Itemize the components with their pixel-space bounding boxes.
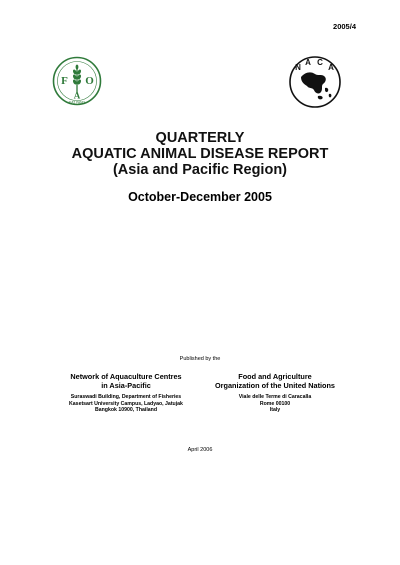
naca-letter-a1: A [305,58,311,67]
naca-letter-n: N [295,63,301,72]
address-line-3: Bangkok 10900, Thailand [95,407,157,414]
fao-letter-a: A [73,90,81,101]
publisher-address [46,394,206,414]
fao-logo [52,56,102,106]
fao-motto: FIAT PANIS [68,100,86,105]
publisher-fao [195,372,355,414]
publisher-naca [46,372,206,414]
title-line-1: QUARTERLY [155,130,245,146]
address-line-1: Viale delle Terme di Caracalla [238,394,312,400]
publisher-name [46,372,206,390]
naca-logo [288,55,342,109]
address-line-1: Suraswadi Building, Department of Fisheries [70,394,182,400]
publisher-name-line-2: in Asia-Pacific [101,381,151,390]
fao-letter-o: O [85,75,94,87]
title-line-3: (Asia and Pacific Region) [112,162,288,178]
fao-letter-f: F [61,75,68,87]
publication-date: April 2006 [187,447,213,453]
publisher-name-line-1: Food and Agriculture [238,372,312,381]
document-number: 2005/4 [333,22,356,31]
title-line-2: AQUATIC ANIMAL DISEASE REPORT [71,146,329,162]
publisher-name-line-1: Network of Aquaculture Centres [70,372,182,381]
address-line-3: Italy [269,407,281,414]
report-title [0,130,400,178]
naca-letter-c: C [317,58,323,67]
naca-letter-a2: A [328,63,334,72]
address-line-2: Rome 00100 [259,400,291,407]
report-period: October-December 2005 [128,190,272,204]
publisher-address [195,394,355,414]
address-line-2: Kasetsart University Campus, Ladyao, Jatujak [69,400,183,407]
publisher-name [195,372,355,390]
published-by-label: Published by the [179,356,221,362]
publisher-name-line-2: Organization of the United Nations [215,381,335,390]
